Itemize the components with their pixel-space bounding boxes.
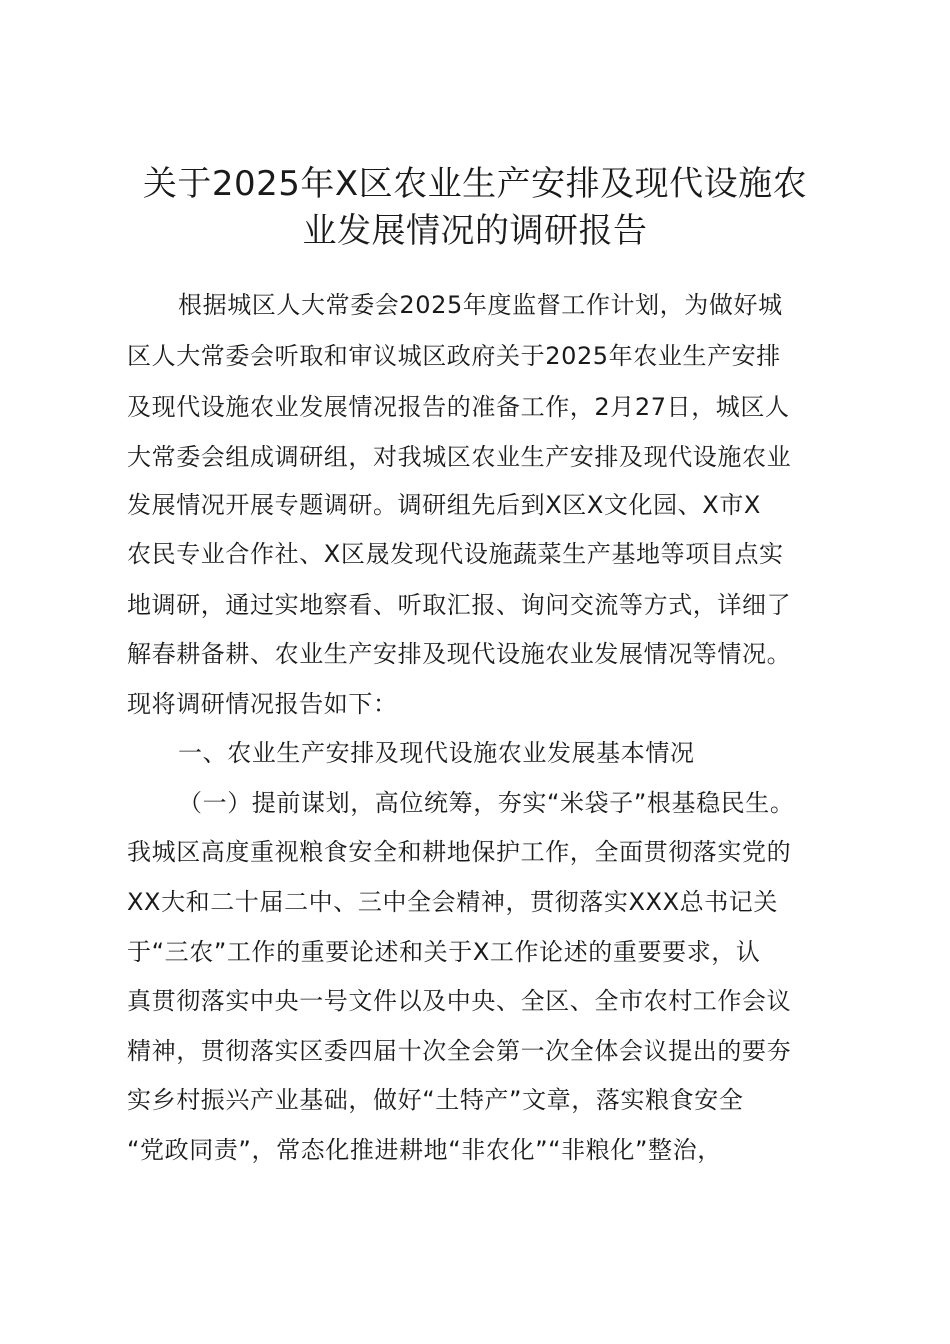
body-line-1: 根据城区人大常委会2025年度监督工作计划，为做好城 <box>178 291 783 319</box>
body-line-13: XX大和二十届二中、三中全会精神，贯彻落实XXX总书记关 <box>127 888 779 916</box>
body-line-5: 发展情况开展专题调研。调研组先后到X区X文化园、X市X <box>127 491 761 519</box>
report-title-line-2: 业发展情况的调研报告 <box>302 211 648 251</box>
body-line-4: 大常委会组成调研组，对我城区农业生产安排及现代设施农业 <box>127 443 792 471</box>
body-line-8: 解春耕备耕、农业生产安排及现代设施农业发展情况等情况。 <box>127 640 792 668</box>
body-line-12: 我城区高度重视粮食安全和耕地保护工作，全面贯彻落实党的 <box>127 838 792 866</box>
body-line-7: 地调研，通过实地察看、听取汇报、询问交流等方式，详细了 <box>127 591 792 619</box>
body-line-9: 现将调研情况报告如下： <box>127 690 398 718</box>
subsection-heading-1: （一）提前谋划，高位统筹，夯实“米袋子”根基稳民生。 <box>178 789 795 817</box>
body-line-6: 农民专业合作社、X区晟发现代设施蔬菜生产基地等项目点实 <box>127 540 784 568</box>
body-line-15: 真贯彻落实中央一号文件以及中央、全区、全市农村工作会议 <box>127 987 792 1015</box>
body-line-16: 精神，贯彻落实区委四届十次全会第一次全体会议提出的要夯 <box>127 1037 792 1065</box>
body-line-17: 实乡村振兴产业基础，做好“土特产”文章，落实粮食安全 <box>127 1086 744 1114</box>
body-line-2: 区人大常委会听取和审议城区政府关于2025年农业生产安排 <box>127 342 781 370</box>
report-title-line-1: 关于2025年X区农业生产安排及现代设施农 <box>142 164 808 204</box>
body-line-18: “党政同责”，常态化推进耕地“非农化”“非粮化”整治， <box>127 1136 722 1164</box>
body-line-14: 于“三农”工作的重要论述和关于X工作论述的重要要求，认 <box>127 938 761 966</box>
body-line-3: 及现代设施农业发展情况报告的准备工作，2月27日，城区人 <box>127 393 790 421</box>
section-heading-1: 一、农业生产安排及现代设施农业发展基本情况 <box>178 739 695 767</box>
